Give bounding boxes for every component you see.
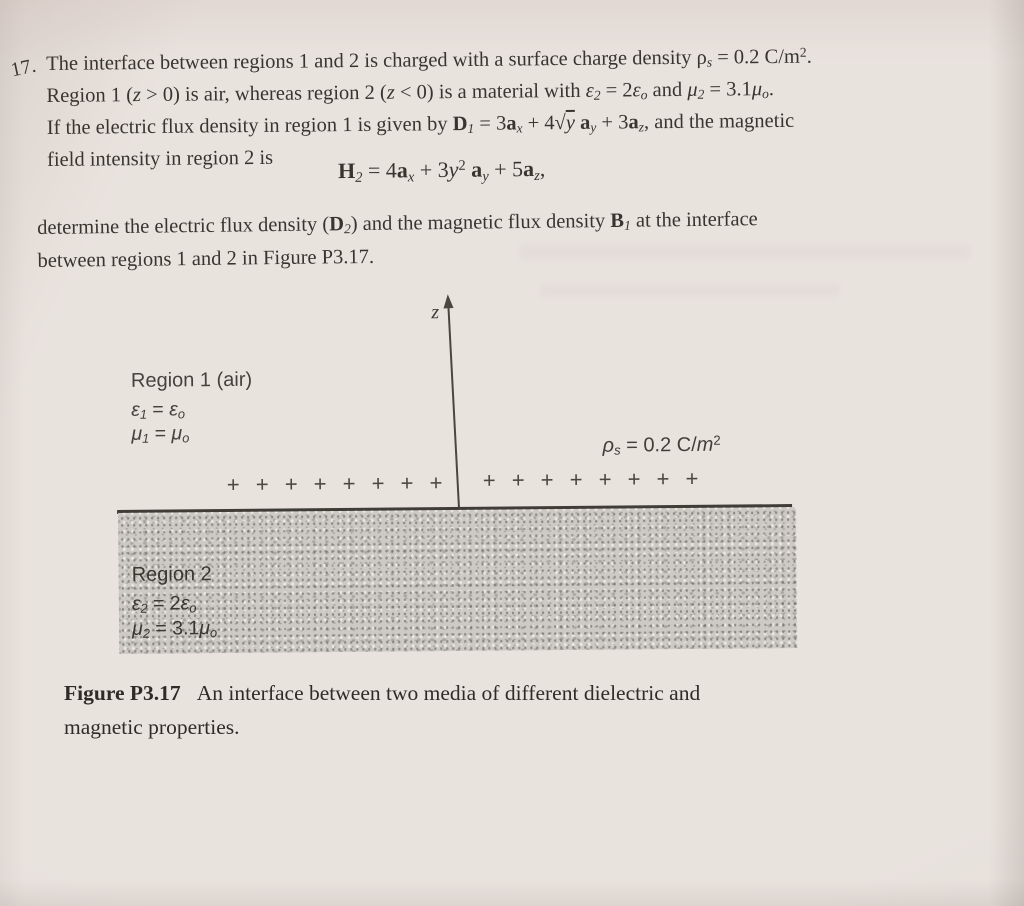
equation-h2: $H_2 = 4a_x + 3y^2$ $a_y + 5a_z$, — [337, 155, 546, 186]
region1-mu: $\mu_1 = \mu_o$ — [131, 422, 190, 446]
region1-epsilon: $\varepsilon_1 = \varepsilon_o$ — [131, 398, 186, 422]
region1-title: Region 1 (air) — [130, 368, 253, 392]
problem-line: Region 1 (z > 0) is air, whereas region 2 (z < 0) is a material with $\varepsilon_2 = 2\varepsilon_o$ and $\mu_2 = 3.1\mu_o$. — [46, 78, 775, 107]
region2-epsilon: $\varepsilon_2 = 2\varepsilon_o$ — [131, 592, 197, 616]
z-axis-label: z — [431, 301, 440, 324]
problem-line: If the electric flux density in region 1 is given by $D_1 = 3a_x + 4√y$ $a_y + 3a_z$, and the magnetic — [46, 109, 795, 139]
caption-line: Figure P3.17 An interface between two media of different dielectric and — [64, 681, 701, 705]
region2-shaded-area — [118, 507, 797, 654]
region2-title: Region 2 — [131, 563, 212, 586]
problem-line: field intensity in region 2 is — [46, 146, 274, 171]
figure-caption — [64, 676, 894, 744]
problem-line: determine the electric flux density $(D_2)$ and the magnetic flux density $B_1$ at the interface — [37, 208, 758, 239]
region2-labels — [132, 562, 218, 642]
z-axis-arrow — [447, 301, 460, 510]
problem-number: 17. — [8, 54, 38, 82]
problem-line: The interface between regions 1 and 2 is charged with a surface charge density $\rho_s = 0.2$ $C/m^2$. — [46, 44, 812, 75]
surface-charge-density-label: $\rho_s = 0.2$ $C/m^2$ — [602, 432, 721, 458]
region2-mu: $\mu_2 = 3.1\mu_o$ — [132, 617, 218, 641]
region1-labels — [131, 368, 253, 446]
arrowhead-icon — [442, 294, 453, 309]
plus-charges-left: + + + + + + + + — [226, 470, 444, 497]
plus-charges-right: + + + + + + + + — [482, 465, 700, 493]
problem-line: between regions 1 and 2 in Figure P3.17. — [37, 245, 375, 272]
caption-line: magnetic properties. — [64, 715, 240, 739]
